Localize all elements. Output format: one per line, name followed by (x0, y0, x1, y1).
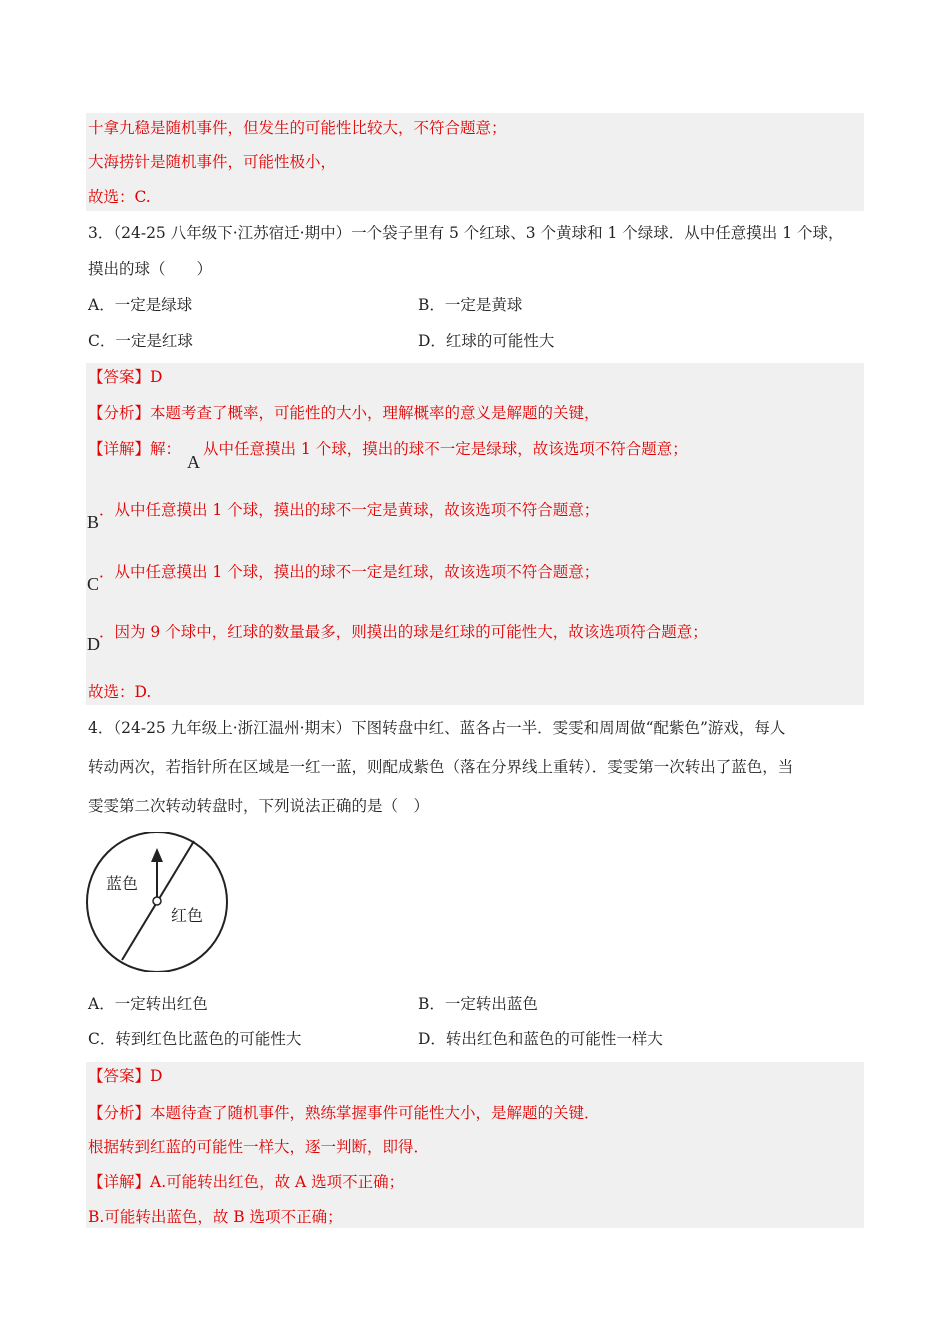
q3-analysis: 【分析】本题考查了概率，可能性的大小，理解概率的意义是解题的关键， (88, 404, 600, 422)
q4-analysis: 【分析】本题待查了随机事件，熟练掌握事件可能性大小，是解题的关键． (88, 1104, 600, 1122)
q3-option-a: A．一定是绿球 (88, 296, 193, 314)
q4-option-d: D．转出红色和蓝色的可能性一样大 (418, 1030, 663, 1048)
q3-choice: 故选：D. (88, 683, 152, 701)
q4-option-a: A．一定转出红色 (88, 995, 208, 1013)
q3-option-b: B．一定是黄球 (418, 296, 523, 314)
q2-tail-line2: 大海捞针是随机事件，可能性极小， (88, 153, 337, 171)
q3-stem-line1: 3．（24-25 八年级下·江苏宿迁·期中）一个袋子里有 5 个红球、3 个黄球和 1 个绿球．从中任意摸出 1 个球， (88, 224, 844, 242)
label-red: 红色 (171, 906, 204, 925)
q3-option-d: D．红球的可能性大 (418, 332, 555, 350)
pointer-arrowhead-icon (151, 848, 163, 862)
q2-tail-line1: 十拿九稳是随机事件，但发生的可能性比较大，不符合题意； (88, 119, 507, 137)
q3-detail-a: 从中任意摸出 1 个球，摸出的球不一定是绿球，故该选项不符合题意； (203, 440, 688, 458)
q4-stem-line1: 4．（24-25 九年级上·浙江温州·期末）下图转盘中红、蓝各占一半．雯雯和周周做“配紫色”游戏，每人 (88, 719, 786, 737)
q3-detail-b: ．从中任意摸出 1 个球，摸出的球不一定是黄球，故该选项不符合题意； (99, 501, 600, 519)
q4-detail-b: B.可能转出蓝色，故 B 选项不正确； (88, 1208, 343, 1226)
q3-option-c: C．一定是红球 (88, 332, 193, 350)
q3-detail-prefix: 【详解】解： (88, 440, 182, 458)
q4-stem-line2: 转动两次，若指针所在区域是一红一蓝，则配成紫色（落在分界线上重转）．雯雯第一次转出了蓝色，当 (88, 758, 794, 776)
q3-answer: 【答案】D (88, 368, 163, 386)
spinner-figure (84, 832, 234, 972)
q3-detail-d-letter: D (87, 634, 100, 654)
q2-choice: 故选：C. (88, 188, 151, 206)
q4-analysis-2: 根据转到红蓝的可能性一样大，逐一判断，即得． (88, 1138, 430, 1156)
spinner-hub (153, 897, 161, 905)
q3-detail-c-letter: C (87, 574, 100, 594)
q3-detail-d: ．因为 9 个球中，红球的数量最多，则摸出的球是红球的可能性大，故该选项符合题意； (99, 623, 708, 641)
q4-stem-line3: 雯雯第二次转动转盘时，下列说法正确的是（ ） (88, 797, 430, 815)
q4-detail-a: 【详解】A.可能转出红色，故 A 选项不正确； (88, 1173, 405, 1191)
q3-detail-b-letter: B (87, 512, 100, 532)
q4-answer: 【答案】D (88, 1067, 163, 1085)
q3-detail-c: ．从中任意摸出 1 个球，摸出的球不一定是红球，故该选项不符合题意； (99, 563, 600, 581)
q4-option-b: B．一定转出蓝色 (418, 995, 538, 1013)
q4-option-c: C．转到红色比蓝色的可能性大 (88, 1030, 302, 1048)
label-blue: 蓝色 (106, 874, 139, 893)
q3-stem-line2: 摸出的球（ ） (88, 260, 213, 278)
q3-detail-a-letter: A (187, 452, 200, 472)
